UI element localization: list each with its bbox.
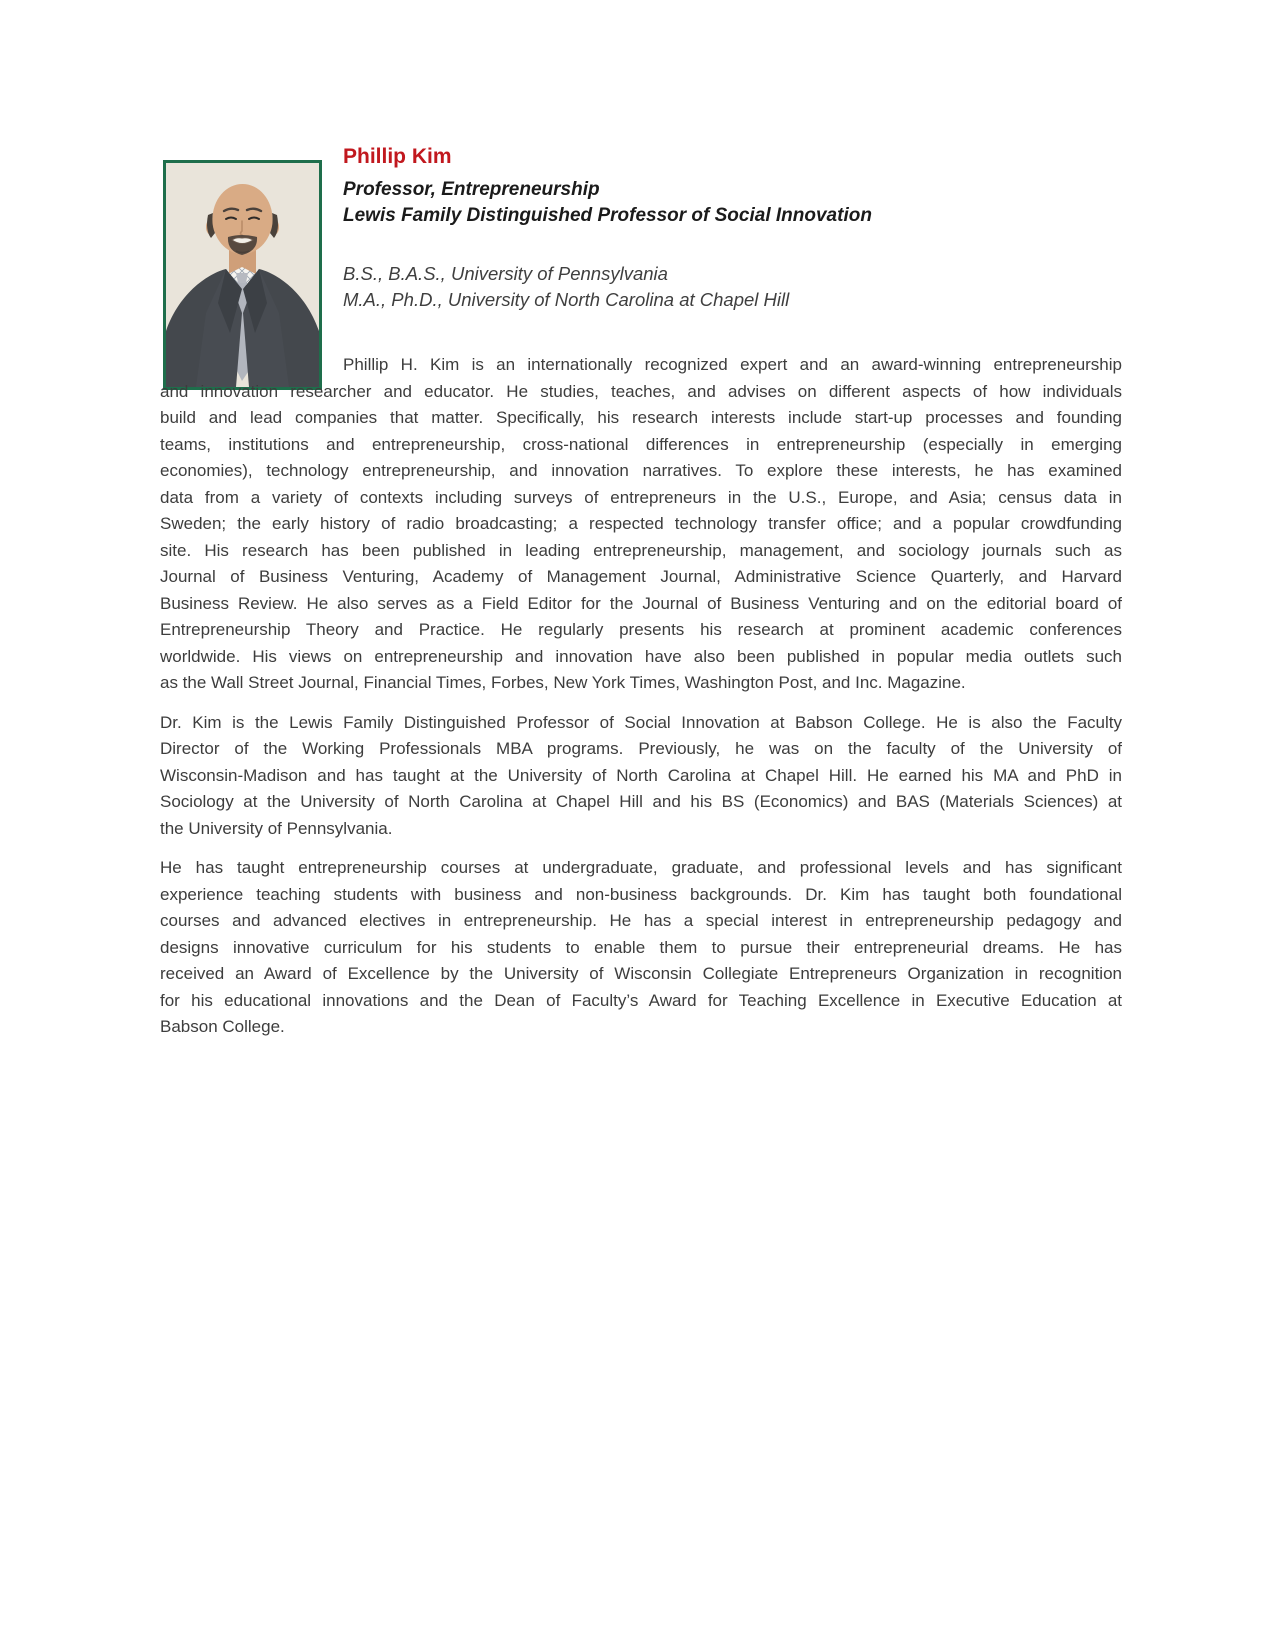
bio-line: economies), technology entrepreneurship, and innovation narratives. To explore these interests, he has examined bbox=[160, 461, 1122, 480]
bio-line: experience teaching students with business and non-business backgrounds. Dr. Kim has taught both foundational bbox=[160, 884, 1122, 904]
bio-line: Sociology at the University of North Carolina at Chapel Hill and his BS (Economics) and BAS (Materials Sciences) at bbox=[160, 792, 1122, 811]
bio-paragraph bbox=[160, 855, 1122, 1041]
bio-paragraphs bbox=[160, 352, 1122, 1054]
bio-line: Wisconsin-Madison and has taught at the University of North Carolina at Chapel Hill. He earned his MA and PhD in bbox=[160, 765, 1122, 785]
bio-line: and innovation researcher and educator. He studies, teaches, and advises on different aspects of how individuals bbox=[160, 381, 1122, 401]
bio-line: Director of the Working Professionals MBA programs. Previously, he was on the faculty of the University of bbox=[160, 739, 1122, 758]
bio-line: courses and advanced electives in entrepreneurship. He has a special interest in entrepreneurship pedagogy and bbox=[160, 911, 1122, 930]
profile-title-line: Professor, Entrepreneurship bbox=[343, 179, 600, 200]
bio-line: data from a variety of contexts including surveys of entrepreneurs in the U.S., Europe, and Asia; census data in bbox=[160, 487, 1122, 507]
bio-paragraph bbox=[160, 710, 1122, 843]
profile-degrees bbox=[343, 261, 1043, 313]
profile-title-line: Lewis Family Distinguished Professor of Social Innovation bbox=[343, 204, 872, 226]
bio-line: site. His research has been published in leading entrepreneurship, management, and sociology journals such as bbox=[160, 540, 1122, 560]
bio-line: designs innovative curriculum for his students to enable them to pursue their entrepreneurial dreams. He has bbox=[160, 937, 1122, 957]
bio-line: teams, institutions and entrepreneurship, cross-national differences in entrepreneurship (especially in emerging bbox=[160, 434, 1122, 454]
bio-line: Phillip H. Kim is an internationally recognized expert and an award-winning entrepreneurship bbox=[343, 355, 1122, 374]
bio-paragraph bbox=[160, 352, 1122, 697]
bio-line: for his educational innovations and the Dean of Faculty’s Award for Teaching Excellence in Executive Education at bbox=[160, 990, 1122, 1010]
bio-line: Dr. Kim is the Lewis Family Distinguished Professor of Social Innovation at Babson College. He is also the Faculty bbox=[160, 712, 1122, 732]
bio-line: Babson College. bbox=[160, 1017, 285, 1036]
bio-line: received an Award of Excellence by the University of Wisconsin Collegiate Entrepreneurs Organization in recognition bbox=[160, 964, 1122, 983]
profile-degree-line: M.A., Ph.D., University of North Carolina at Chapel Hill bbox=[343, 289, 790, 310]
bio-line: build and lead companies that matter. Specifically, his research interests include start-up processes and founding bbox=[160, 408, 1122, 427]
bio-line: as the Wall Street Journal, Financial Times, Forbes, New York Times, Washington Post, and Inc. Magazine. bbox=[160, 673, 966, 692]
profile-name: Phillip Kim bbox=[343, 145, 452, 168]
bio-line: Business Review. He also serves as a Field Editor for the Journal of Business Venturing and on the editorial board of bbox=[160, 593, 1122, 613]
profile-degree-line: B.S., B.A.S., University of Pennsylvania bbox=[343, 263, 668, 284]
bio-line: worldwide. His views on entrepreneurship and innovation have also been published in popular media outlets such bbox=[160, 646, 1122, 666]
profile-header bbox=[343, 145, 1043, 313]
bio-line: the University of Pennsylvania. bbox=[160, 818, 393, 838]
bio-line: Journal of Business Venturing, Academy of Management Journal, Administrative Science Quarterly, and Harvard bbox=[160, 567, 1122, 586]
bio-line: Entrepreneurship Theory and Practice. He regularly presents his research at prominent academic conferences bbox=[160, 620, 1122, 639]
bio-line: He has taught entrepreneurship courses at undergraduate, graduate, and professional levels and has significant bbox=[160, 858, 1122, 877]
profile-titles bbox=[343, 177, 1043, 228]
bio-line: Sweden; the early history of radio broadcasting; a respected technology transfer office; and a popular crowdfunding bbox=[160, 514, 1122, 533]
